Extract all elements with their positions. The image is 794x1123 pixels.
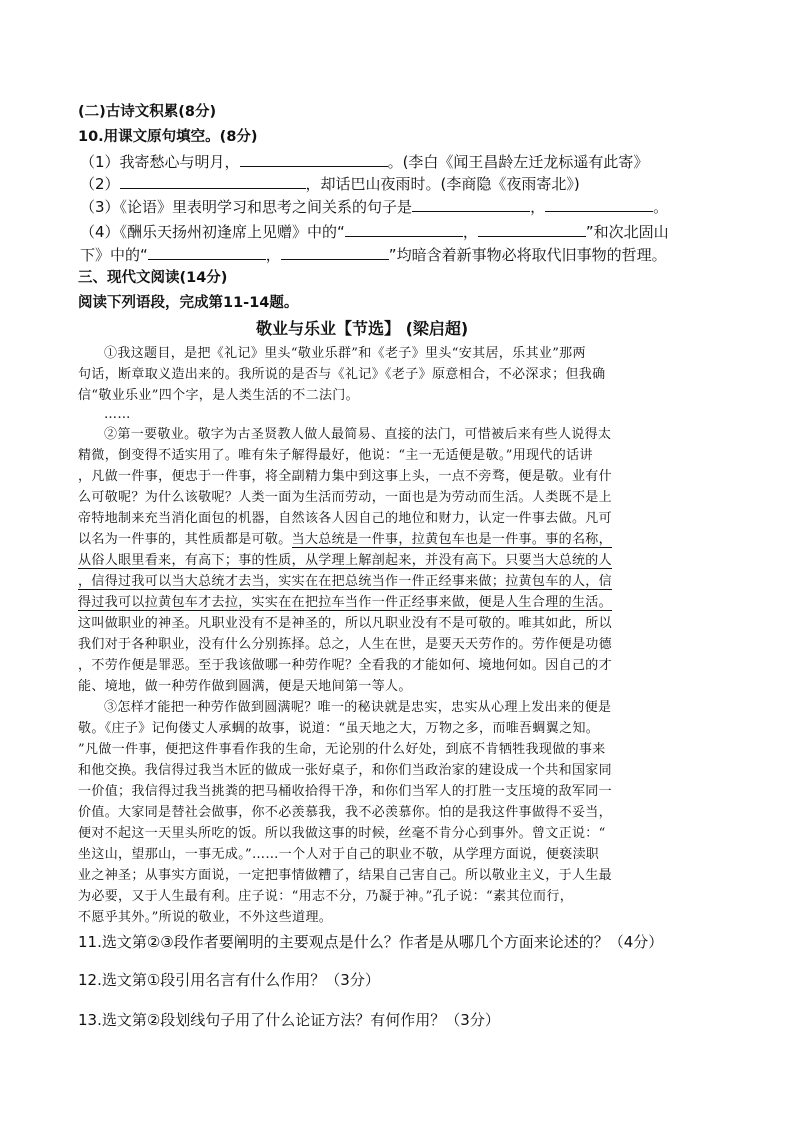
answer-blank[interactable] <box>478 222 586 237</box>
item-number: （1） <box>80 153 120 171</box>
answer-blank[interactable] <box>545 197 653 212</box>
underlined-sentence: 从俗人眼里看来，有高下；事的性质，从学理上解剖起来，并没有高下。只要当大总统的人 <box>78 553 613 568</box>
q10-item-4 <box>80 221 669 243</box>
q10-item-2 <box>80 173 580 195</box>
article-line: 信“敬业乐业”四个字，是人类生活的不二法门。 <box>78 388 359 403</box>
article-line: 为必要，又于人生最有利。庄子说：“用志不分，乃凝于神。”孔子说：“素其位而行， <box>78 889 574 904</box>
answer-blank[interactable] <box>240 152 388 167</box>
item-text: ”和次北固山 <box>585 223 669 241</box>
item-text: 。(李白《闻王昌龄左迁龙标遥有此寄》 <box>387 153 649 171</box>
article-line: 么可敬呢？为什么该敬呢？人类一面为生活而劳动，一面也是为劳动而生活。人类既不是上 <box>78 490 613 505</box>
article-line: ①我这题目，是把《礼记》里头“敬业乐群”和《老子》里头“安其居，乐其业”那两 <box>104 346 586 361</box>
article-line: ，凡做一件事，便忠于一件事，将全副精力集中到这事上头，一点不旁骛，便是敬。业有什 <box>78 469 613 484</box>
item-text: ， <box>462 223 478 241</box>
article-line <box>78 592 612 614</box>
item-number: （2） <box>80 175 120 193</box>
article-line: 价值。大家同是替社会做事，你不必羡慕我，我不必羡慕你。怕的是我这件事做得不妥当， <box>78 805 613 820</box>
article-line <box>78 571 612 593</box>
underlined-sentence: 当大总统是一件事，拉黄包车也是一件事。事的名称， <box>291 532 613 547</box>
item-text: 《酬乐天扬州初逢席上见赠》中的“ <box>119 223 345 241</box>
article-line: 敬。《庄子》记佝偻丈人承蜩的故事，说道：“虽天地之大，万物之多，而唯吾蜩翼之知。 <box>78 721 600 736</box>
item-text: 。 <box>653 198 669 216</box>
article-line: 帝特地制来充当消化面包的机器，自然该各人因自己的地位和财力，认定一件事去做。凡可 <box>78 511 613 526</box>
item-number: （4） <box>80 223 120 241</box>
question-12: 12.选文第①段引用名言有什么作用？（3分） <box>78 971 380 989</box>
q10-item-4-cont <box>80 244 667 266</box>
answer-blank[interactable] <box>148 245 266 260</box>
article-line: 句话，断章取义造出来的。我所说的是否与《礼记》《老子》原意相合，不必深求；但我确 <box>78 367 606 382</box>
article-line: 便对不起这一天里头所吃的饭。所以我做这事的时候，丝毫不肯分心到事外。曾文正说：“ <box>78 826 606 841</box>
question-10-title: 10.用课文原句填空。(8分) <box>78 129 258 145</box>
article-line: ③怎样才能把一种劳作做到圆满呢？唯一的秘诀就是忠实，忠实从心理上发出来的便是 <box>104 700 612 715</box>
section-3-heading: 三、现代文阅读(14分) <box>78 270 228 286</box>
item-text: 《论语》里表明学习和思考之间关系的句子是 <box>119 198 413 216</box>
article-line <box>78 550 612 572</box>
answer-blank[interactable] <box>120 174 306 189</box>
item-text: ， <box>530 198 546 216</box>
item-text: 下》中的“ <box>80 246 148 264</box>
reading-instruction: 阅读下列语段，完成第11-14题。 <box>78 295 299 311</box>
article-text: 以名为一件事的，其性质都是可敬。 <box>78 532 292 547</box>
item-text: ， <box>265 246 281 264</box>
item-text: 我寄愁心与明月， <box>119 153 240 171</box>
article-line <box>78 529 612 551</box>
article-line: 这叫做职业的神圣。凡职业没有不是神圣的，所以凡职业没有不是可敬的。唯其如此，所以 <box>78 616 613 631</box>
article-line: 一价值；我信得过我当挑粪的把马桶收拾得干净，和你们当军人的打胜一支压境的敌军同一 <box>78 784 613 799</box>
item-text: ”均暗含着新事物必将取代旧事物的哲理。 <box>388 246 667 264</box>
article-line: 不愿乎其外。”所说的敬业，不外这些道理。 <box>78 910 333 925</box>
article-line: 能、境地，做一种劳作做到圆满，便是天地间第一等人。 <box>78 679 412 694</box>
underlined-sentence: 得过我可以拉黄包车才去拉，实实在在把拉车当作一件正经事来做，便是人生合理的生活。 <box>78 595 613 610</box>
article-line: ”凡做一件事，便把这件事看作我的生命，无论别的什么好处，到底不肯牺牲我现做的事来 <box>78 742 606 757</box>
article-title: 敬业与乐业【节选】 (梁启超) <box>256 319 469 338</box>
article-line: ，不劳作便是罪恶。至于我该做哪一种劳作呢？全看我的才能如何、境地何如。因自己的才 <box>78 658 613 673</box>
article-line: 和他交换。我信得过我当木匠的做成一张好桌子，和你们当政治家的建设成一个共和国家同 <box>78 763 613 778</box>
q10-item-1 <box>80 151 648 173</box>
article-line: 坐这山，望那山，一事无成。”……一个人对于自己的职业不敬，从学理方面说，便亵渎职 <box>78 847 600 862</box>
item-number: （3） <box>80 198 120 216</box>
ellipsis: …… <box>104 407 131 422</box>
section-2-heading: (二)古诗文积累(8分) <box>78 104 217 120</box>
answer-blank[interactable] <box>281 245 389 260</box>
underlined-sentence: ，信得过我可以当大总统才去当，实实在在把总统当作一件正经事来做；拉黄包车的人，信 <box>78 574 613 589</box>
article-line: 精微，倒变得不适实用了。唯有朱子解得最好，他说：“主一无适便是敬。”用现代的话讲 <box>78 448 593 463</box>
answer-blank[interactable] <box>345 222 463 237</box>
question-11: 11.选文第②③段作者要阐明的主要观点是什么？作者是从哪几个方面来论述的？（4分） <box>78 933 664 951</box>
answer-blank[interactable] <box>412 197 530 212</box>
item-text: ，却话巴山夜雨时。(李商隐《夜雨寄北》) <box>305 175 580 193</box>
article-line: ②第一要敬业。敬字为古圣贤教人做人最简易、直接的法门，可惜被后来有些人说得太 <box>104 427 612 442</box>
q10-item-3 <box>80 196 668 218</box>
article-line: 业之神圣；从事实方面说，一定把事情做糟了，结果自己害自己。所以敬业主义，于人生最 <box>78 868 613 883</box>
question-13: 13.选文第②段划线句子用了什么论证方法？有何作用？（3分） <box>78 1011 500 1029</box>
article-line: 我们对于各种职业，没有什么分别拣择。总之，人生在世，是要天天劳作的。劳作便是功德 <box>78 637 613 652</box>
